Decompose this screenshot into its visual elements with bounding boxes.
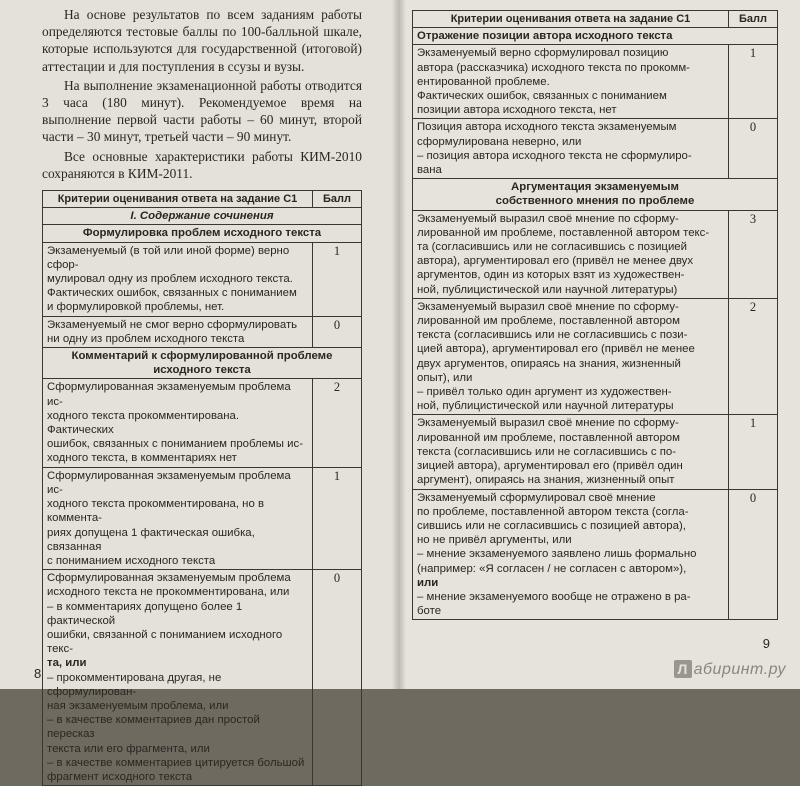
criteria-cell [43, 570, 313, 786]
score-header: Балл [313, 191, 362, 208]
score-cell: 1 [313, 467, 362, 569]
criteria-line: Сформулированная экзаменуемым проблема ис- [47, 469, 291, 496]
table-row [43, 570, 362, 786]
section-title: I. Содержание сочинения [43, 208, 362, 225]
criteria-line: Экзаменуемый выразил своё мнение по сформу- [417, 212, 679, 225]
criteria-header: Критерии оценивания ответа на задание С1 [413, 11, 729, 28]
criteria-cell [413, 298, 729, 415]
criteria-line: вана [417, 164, 442, 177]
criteria-line: мулировал одну из проблем исходного текста. [47, 273, 293, 286]
block-title-row [43, 348, 362, 379]
table-row [413, 489, 778, 620]
criteria-line: текста или его фрагмента, или [47, 742, 210, 755]
criteria-line: ошибки, связанной с пониманием исходного текс- [47, 628, 283, 656]
criteria-cell [43, 242, 313, 316]
criteria-line: – в качестве комментариев цитируется большой [47, 756, 305, 769]
score-cell: 0 [313, 316, 362, 347]
criteria-cell [413, 45, 729, 119]
intro-paragraph-2: На выполнение экзаменационной работы отводится 3 часа (180 минут). Рекомендуемое время на выполнение первой части работы – 60 минут, второй части – 30 минут, третьей части – 90 минут. [42, 77, 362, 145]
block-title-row [413, 179, 778, 210]
watermark-logo-icon: Л [674, 660, 692, 678]
criteria-line: лированной им проблеме, поставленной автором текс- [417, 226, 710, 239]
block-title-row [43, 225, 362, 242]
block-title-problem: Формулировка проблем исходного текста [43, 225, 362, 242]
criteria-line: позиции автора исходного текста, нет [417, 104, 617, 117]
criteria-line: Экзаменуемый выразил своё мнение по сформу- [417, 417, 679, 430]
criteria-cell [43, 316, 313, 347]
criteria-line: опыт), или [417, 371, 473, 384]
criteria-line: текста (согласившись или не согласившись с по- [417, 445, 676, 458]
criteria-line: ентированной проблеме. [417, 75, 550, 88]
criteria-cell [413, 210, 729, 298]
criteria-line: лированной им проблеме, поставленной автором [417, 315, 680, 328]
criteria-line: автора), аргументировал его (привёл не менее двух [417, 255, 694, 268]
left-page [0, 0, 398, 783]
block-title-argumentation [413, 179, 778, 210]
score-cell: 1 [313, 242, 362, 316]
score-cell: 0 [729, 119, 778, 179]
criteria-line: аргумент), опираясь на знания, жизненный опыт [417, 474, 675, 487]
score-cell: 3 [729, 210, 778, 298]
criteria-line: ни одну из проблем исходного текста [47, 332, 245, 345]
criteria-line: Сформулированная экзаменуемым проблема ис- [47, 381, 291, 408]
block-title-line: собственного мнения по проблеме [495, 195, 695, 208]
criteria-line: ной, публицистической или научной литературы [417, 400, 674, 413]
criteria-line: Экзаменуемый (в той или иной форме) верно сфор- [47, 244, 290, 271]
criteria-line: и формулировкой проблемы, нет. [47, 301, 225, 314]
criteria-line: ходного текста прокомментирована. Фактических [47, 409, 240, 437]
criteria-line: Экзаменуемый верно сформулировал позицию [417, 47, 669, 60]
criteria-line: Позиция автора исходного текста экзаменуемым [417, 121, 677, 134]
criteria-table-left [42, 190, 362, 786]
criteria-line: с пониманием исходного текста [47, 554, 216, 567]
block-title-row [413, 28, 778, 45]
table-row [413, 298, 778, 415]
criteria-line: – привёл только один аргумент из художествен- [417, 386, 672, 399]
criteria-line: лированной им проблеме, поставленной автором [417, 431, 680, 444]
table-row [413, 119, 778, 179]
criteria-line: зицией автора), аргументировал его (привёл один [417, 460, 683, 473]
criteria-line: Экзаменуемый не смог верно сформулировать [47, 318, 298, 331]
table-row [43, 242, 362, 316]
criteria-line: (например: «Я согласен / не согласен с автором»), [417, 562, 687, 575]
criteria-cell [43, 467, 313, 569]
criteria-line: – мнение экзаменуемого заявлено лишь формально [417, 548, 697, 561]
score-header: Балл [729, 11, 778, 28]
table-row [43, 316, 362, 347]
table-header-row [413, 11, 778, 28]
criteria-line: Экзаменуемый выразил своё мнение по сформу- [417, 300, 679, 313]
criteria-cell [43, 379, 313, 467]
criteria-line: двух аргументов, опираясь на знания, жизненный [417, 357, 681, 370]
criteria-line: фрагмент исходного текста [47, 770, 193, 783]
criteria-line: цией автора), аргументировал его (привёл не менее [417, 343, 695, 356]
criteria-line: ходного текста прокомментирована, но в коммента- [47, 498, 265, 525]
table-row [413, 415, 778, 489]
block-title-line: Аргументация экзаменуемым [511, 181, 679, 194]
criteria-line: Фактических ошибок, связанных с пониманием [47, 287, 297, 300]
criteria-line: – мнение экзаменуемого вообще не отражено в ра- [417, 590, 691, 603]
book-gutter [392, 0, 406, 689]
criteria-line: исходного текста не прокомментирована, или [47, 586, 290, 599]
criteria-line: аргументов, один из которых взят из художествен- [417, 269, 685, 282]
block-title-author-position: Отражение позиции автора исходного текста [413, 28, 778, 45]
table-row [413, 210, 778, 298]
criteria-line: – позиция автора исходного текста не сформулиро- [417, 149, 692, 162]
table-row [43, 467, 362, 569]
criteria-line: сившись или не согласившись с позицией автора), [417, 519, 686, 532]
criteria-cell [413, 489, 729, 620]
criteria-header: Критерии оценивания ответа на задание С1 [43, 191, 313, 208]
block-title-commentary [43, 348, 362, 379]
score-cell: 1 [729, 45, 778, 119]
intro-paragraph-3: Все основные характеристики работы КИМ-2010 сохраняются в КИМ-2011. [42, 148, 362, 181]
criteria-line: автора (рассказчика) исходного текста по прокомм- [417, 61, 690, 74]
score-cell: 2 [729, 298, 778, 415]
page-number-left: 8 [34, 666, 42, 681]
criteria-line: или [417, 576, 439, 589]
score-cell: 0 [313, 570, 362, 786]
criteria-cell [413, 119, 729, 179]
table-header-row [43, 191, 362, 208]
criteria-line: ная экзаменуемым проблема, или [47, 699, 229, 712]
watermark [674, 660, 786, 679]
criteria-line: та (согласившись или не согласившись с позицией [417, 241, 688, 254]
table-row [413, 45, 778, 119]
block-title-line: исходного текста [153, 364, 251, 377]
score-cell: 1 [729, 415, 778, 489]
criteria-line: – прокомментирована другая, не сформулирован- [47, 671, 222, 698]
right-page [398, 0, 800, 689]
watermark-text: абиринт.ру [693, 661, 786, 678]
section-row [43, 208, 362, 225]
criteria-line: ной, публицистической или научной литературы) [417, 283, 678, 296]
criteria-line: по проблеме, поставленной автором текста (согла- [417, 505, 689, 518]
criteria-line: риях допущена 1 фактическая ошибка, связанная [47, 526, 255, 553]
score-cell: 2 [313, 379, 362, 467]
page-number-right: 9 [762, 636, 770, 651]
criteria-line: сформулирована неверно, или [417, 135, 582, 148]
criteria-line: текста (согласившись или не согласившись с пози- [417, 329, 688, 342]
criteria-line: Сформулированная экзаменуемым проблема [47, 572, 291, 585]
criteria-line: – в комментариях допущено более 1 фактической [47, 600, 243, 627]
criteria-line: ходного текста, в комментариях нет [47, 452, 237, 465]
criteria-table-right [412, 10, 778, 620]
criteria-line: Фактических ошибок, связанных с пониманием [417, 90, 667, 103]
criteria-line: но не привёл аргументы, или [417, 534, 572, 547]
criteria-line: та, или [47, 657, 87, 670]
criteria-line: ошибок, связанных с пониманием проблемы ис- [47, 438, 304, 451]
criteria-cell [413, 415, 729, 489]
score-cell: 0 [729, 489, 778, 620]
block-title-line: Комментарий к сформулированной проблеме [71, 350, 333, 363]
table-row [43, 379, 362, 467]
criteria-line: Экзаменуемый сформулировал своё мнение [417, 491, 656, 504]
criteria-line: боте [417, 605, 442, 618]
criteria-line: – в качестве комментариев дан простой пересказ [47, 714, 260, 741]
intro-paragraph-1: На основе результатов по всем заданиям работы определяются тестовые баллы по 100-балльной шкале, которые используются для государственной (итоговой) аттестации и для поступления в ссузы и вузы. [42, 7, 362, 74]
